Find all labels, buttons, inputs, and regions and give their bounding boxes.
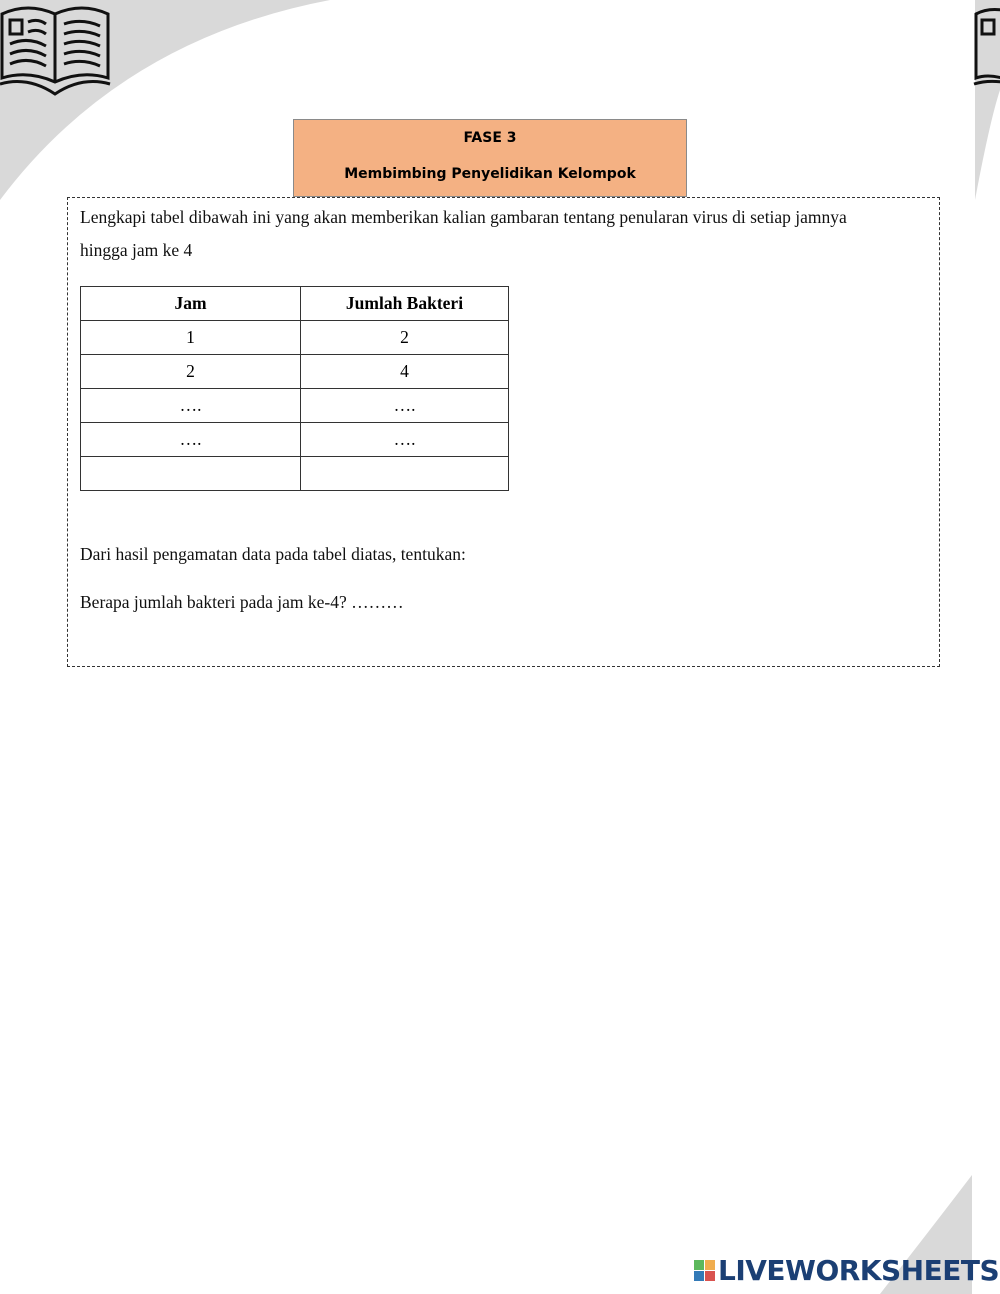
cell: 2 xyxy=(81,355,301,389)
open-book-icon xyxy=(0,0,115,98)
table-row xyxy=(81,355,509,389)
phase-subtitle: Membimbing Penyelidikan Kelompok xyxy=(344,166,636,182)
liveworksheets-logo xyxy=(694,1254,999,1287)
logo-text: LIVEWORKSHEETS xyxy=(718,1254,1000,1287)
answer-cell[interactable] xyxy=(301,457,509,491)
question-intro: Dari hasil pengamatan data pada tabel diatas, tentukan: xyxy=(80,544,466,564)
table-header-row xyxy=(81,287,509,321)
answer-cell[interactable]: …. xyxy=(301,423,509,457)
table-row xyxy=(81,457,509,491)
table-row xyxy=(81,389,509,423)
logo-squares-icon xyxy=(694,1260,715,1281)
phase-title: FASE 3 xyxy=(463,130,517,146)
open-book-icon xyxy=(972,0,1000,98)
table-row xyxy=(81,423,509,457)
phase-header xyxy=(293,119,687,197)
answer-cell[interactable]: …. xyxy=(301,389,509,423)
column-header-jumlah: Jumlah Bakteri xyxy=(301,287,509,321)
data-table xyxy=(80,286,509,491)
question-text[interactable]: Berapa jumlah bakteri pada jam ke-4? ……… xyxy=(80,592,404,612)
answer-cell[interactable]: …. xyxy=(81,423,301,457)
instruction-text: Lengkapi tabel dibawah ini yang akan memberikan kalian gambaran tentang penularan virus di setiap jamnya xyxy=(80,207,847,227)
answer-cell[interactable]: …. xyxy=(81,389,301,423)
cell: 4 xyxy=(301,355,509,389)
table-row xyxy=(81,321,509,355)
cell: 1 xyxy=(81,321,301,355)
answer-cell[interactable] xyxy=(81,457,301,491)
column-header-jam: Jam xyxy=(81,287,301,321)
activity-box xyxy=(67,197,940,667)
cell: 2 xyxy=(301,321,509,355)
instruction-text-cont: hingga jam ke 4 xyxy=(80,240,193,260)
